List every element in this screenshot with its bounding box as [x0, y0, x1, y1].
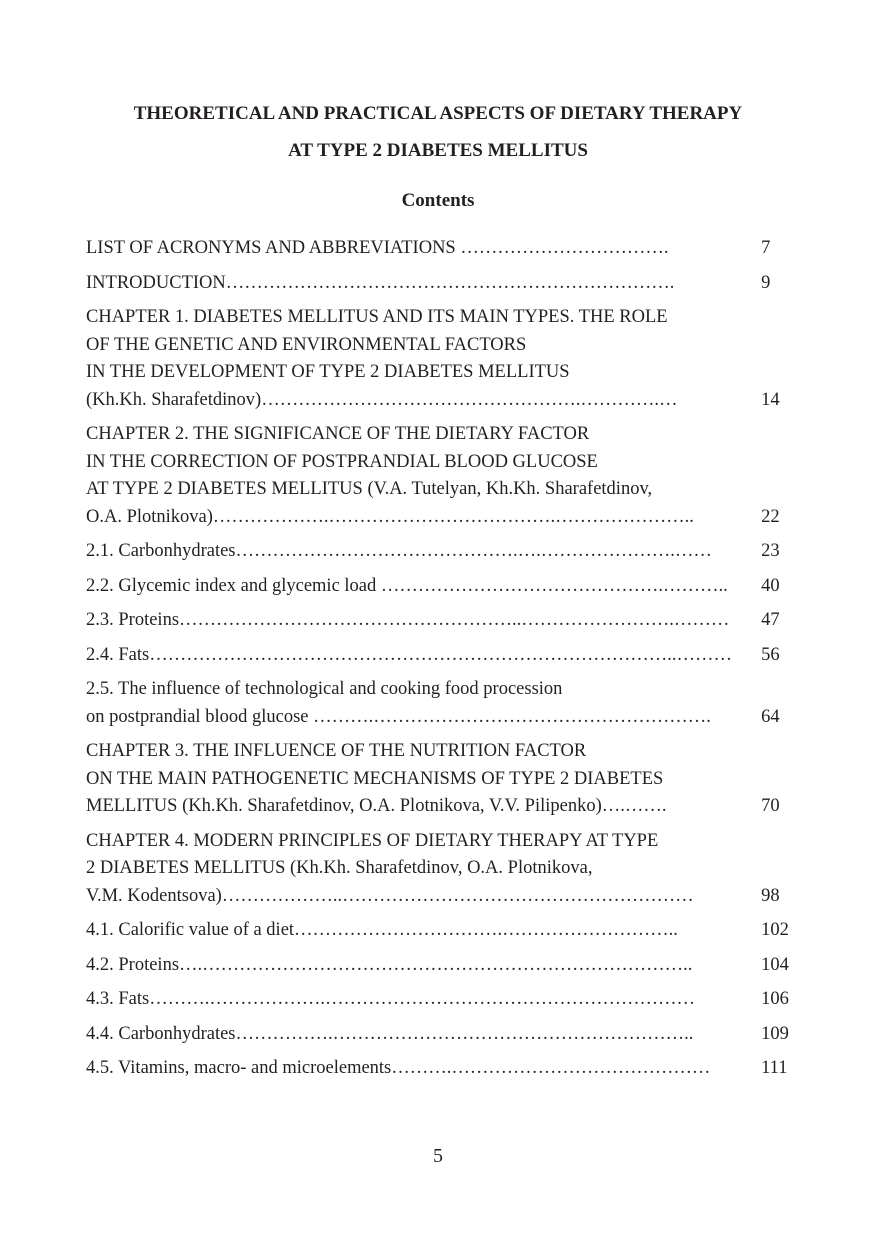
toc-entry: [86, 421, 801, 531]
toc-entry-title: 2.4. Fats…………………………………………………………………………..………: [86, 644, 732, 665]
document-title-line-2: AT TYPE 2 DIABETES MELLITUS: [288, 140, 588, 161]
toc-entry-title: CHAPTER 1. DIABETES MELLITUS AND ITS MAIN TYPES. THE ROLE OF THE GENETIC AND ENVIRONMENTAL FACTORS IN THE DEVELOPMENT OF TYPE 2 DIABETES MELLITUS (Kh.Kh. Sharafetdinov)…………………………………………….………….…: [86, 307, 678, 410]
table-of-contents: [86, 235, 801, 1090]
document-title-line-1: THEORETICAL AND PRACTICAL ASPECTS OF DIETARY THERAPY: [133, 103, 743, 124]
toc-entry-page: 106: [761, 989, 789, 1009]
toc-entry: [86, 573, 801, 601]
toc-entry-title: LIST OF ACRONYMS AND ABBREVIATIONS …………………………….: [86, 238, 669, 258]
toc-entry-page: 70: [761, 796, 780, 816]
contents-heading: Contents: [401, 190, 475, 211]
toc-entry-page: 23: [761, 541, 780, 561]
toc-entry: [86, 917, 801, 945]
toc-entry-title: CHAPTER 3. THE INFLUENCE OF THE NUTRITION FACTOR ON THE MAIN PATHOGENETIC MECHANISMS OF TYPE 2 DIABETES MELLITUS (Kh.Kh. Sharafetdinov, O.A. Plotnikova, V.V. Pilipenko)….…….: [86, 741, 667, 816]
toc-entry: [86, 1021, 801, 1049]
toc-entry: [86, 642, 801, 670]
toc-entry-title: 4.5. Vitamins, macro- and microelements……….……………………………………: [86, 1058, 711, 1078]
toc-entry-title: 2.5. The influence of technological and cooking food procession on postprandial blood glucose ……….……………………………………………….: [86, 679, 711, 727]
toc-entry-title: 4.3. Fats……….……………….……………………………………………………: [86, 989, 695, 1009]
toc-entry-title: 2.2. Glycemic index and glycemic load ……………………………………….………..: [86, 575, 728, 596]
toc-entry-page: 40: [761, 575, 780, 596]
toc-entry-title: 2.3. Proteins………………………………………………..…………………….………: [86, 610, 730, 630]
toc-entry-title: 4.4. Carbonhydrates…………….…………………………………………………..: [86, 1023, 694, 1044]
toc-entry-page: 22: [761, 506, 780, 527]
toc-entry: [86, 538, 801, 566]
toc-entry: [86, 986, 801, 1014]
toc-entry: [86, 828, 801, 911]
toc-entry-page: 9: [761, 272, 771, 293]
toc-entry-page: 64: [761, 706, 780, 727]
toc-entry-page: 7: [761, 238, 771, 258]
toc-entry-page: 47: [761, 610, 780, 630]
toc-entry: [86, 607, 801, 635]
toc-entry-page: 109: [761, 1023, 789, 1044]
toc-entry: [86, 1055, 801, 1083]
toc-entry-title: 4.1. Calorific value of a diet…………………………….………………………..: [86, 920, 678, 940]
toc-entry-title: 4.2. Proteins….……………………………………………………………………..: [86, 954, 693, 975]
toc-entry: [86, 676, 801, 731]
toc-entry-title: CHAPTER 2. THE SIGNIFICANCE OF THE DIETARY FACTOR IN THE CORRECTION OF POSTPRANDIAL BLOOD GLUCOSE AT TYPE 2 DIABETES MELLITUS (V.A. Tutelyan, Kh.Kh. Sharafetdinov, O.A. Plotnikova)……………….……………………………….…………………..: [86, 424, 694, 527]
toc-entry: [86, 235, 801, 263]
toc-entry: [86, 738, 801, 821]
toc-entry-page: 98: [761, 885, 780, 906]
toc-entry-page: 56: [761, 644, 780, 665]
toc-entry: [86, 952, 801, 980]
toc-entry-title: INTRODUCTION……………………………………………………………….: [86, 272, 675, 293]
toc-entry-page: 102: [761, 920, 789, 940]
toc-entry: [86, 270, 801, 298]
toc-entry-page: 14: [761, 389, 780, 410]
toc-entry: [86, 304, 801, 414]
toc-entry-title: CHAPTER 4. MODERN PRINCIPLES OF DIETARY THERAPY AT TYPE 2 DIABETES MELLITUS (Kh.Kh. Sharafetdinov, O.A. Plotnikova, V.M. Kodentsova)………………..…………………………………………………: [86, 830, 694, 906]
page-number: 5: [433, 1145, 443, 1167]
toc-entry-page: 111: [761, 1058, 788, 1078]
toc-entry-title: 2.1. Carbonhydrates……………………………………….….………………….……: [86, 541, 712, 561]
toc-entry-page: 104: [761, 954, 789, 975]
